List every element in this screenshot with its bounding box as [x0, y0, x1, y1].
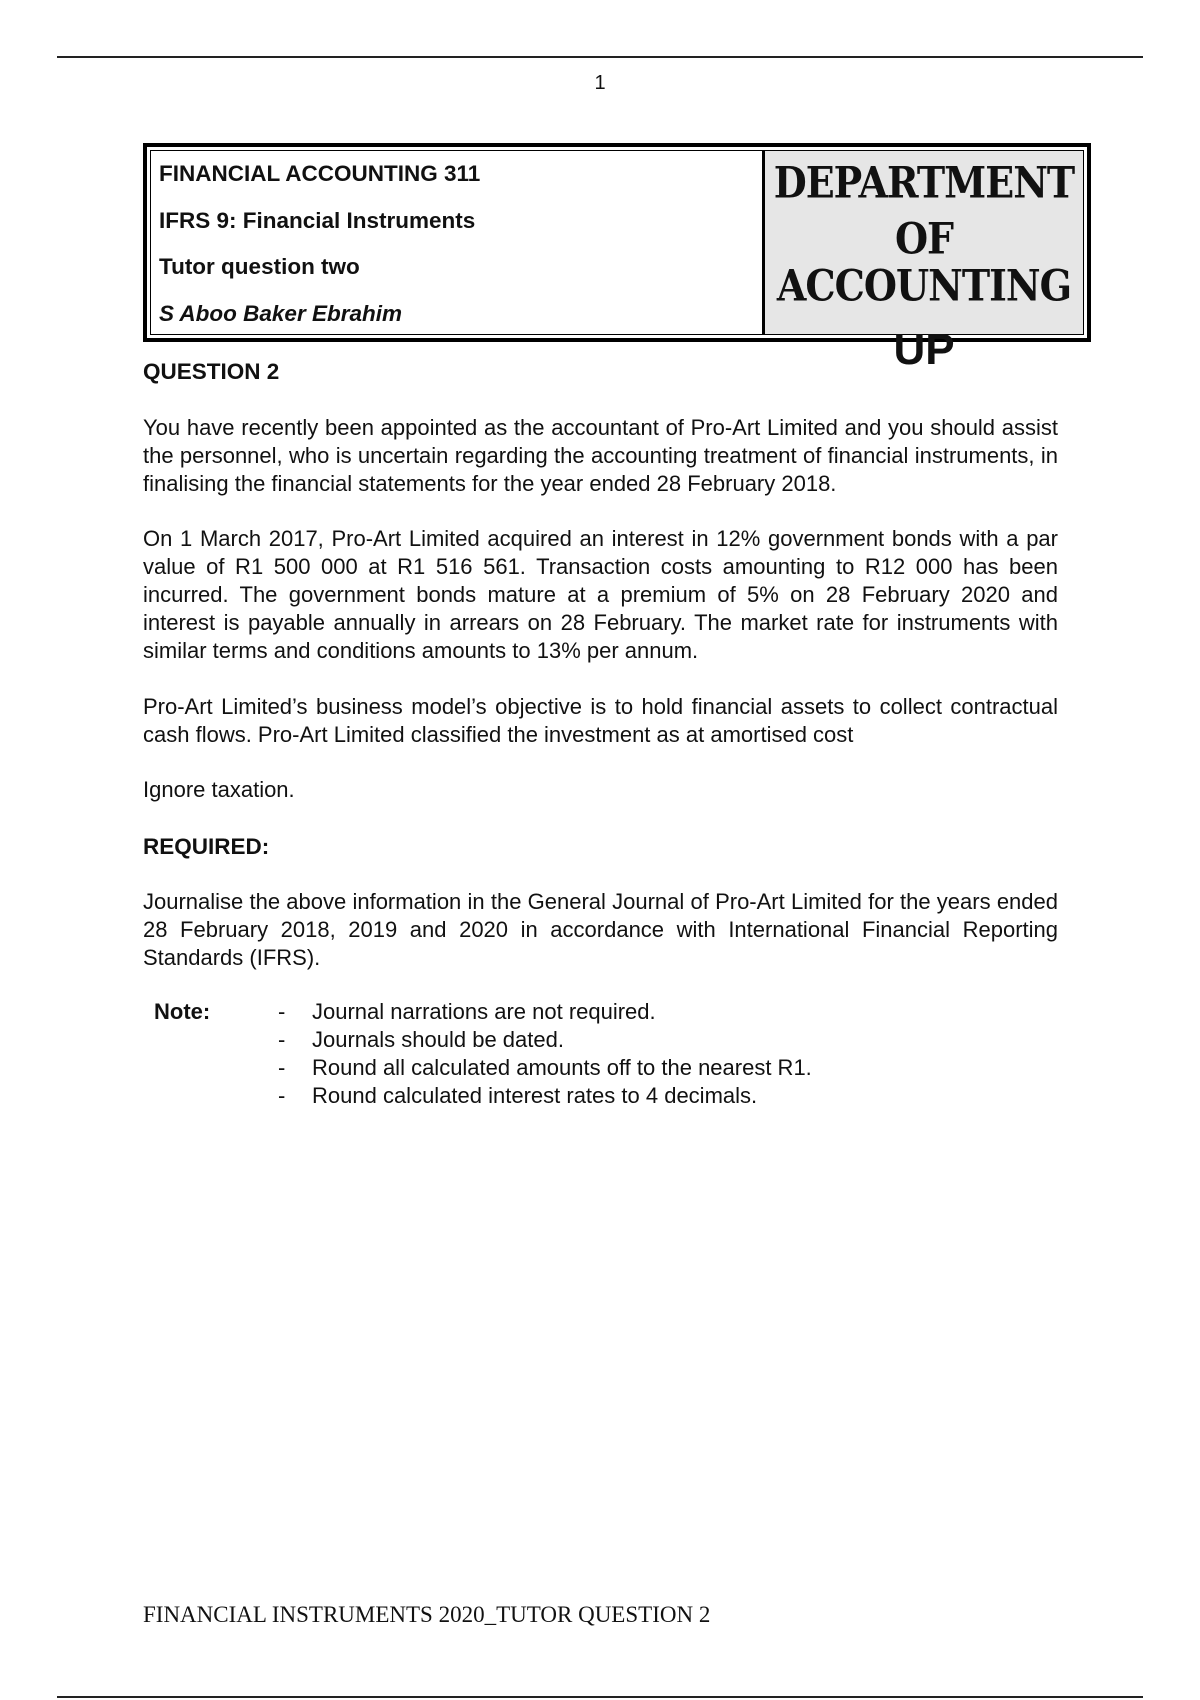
paragraph-intro: You have recently been appointed as the accountant of Pro-Art Limited and you should assist the personnel, who is uncertain regarding the accounting treatment of financial instruments, in finalising the financial statements for the year ended 28 February 2018.: [143, 415, 1058, 496]
question-heading: QUESTION 2: [143, 359, 280, 384]
page-footer: FINANCIAL INSTRUMENTS 2020_TUTOR QUESTION 2: [143, 1602, 711, 1627]
department-line-1: DEPARTMENT OF: [773, 157, 1075, 264]
department-line-2: ACCOUNTING: [776, 260, 1072, 311]
topic-title: IFRS 9: Financial Instruments: [159, 207, 476, 233]
note-item: - Journals should be dated.: [278, 1027, 564, 1052]
bottom-rule: [57, 1696, 1143, 1698]
paragraph-taxation: Ignore taxation.: [143, 777, 295, 802]
department-panel: [764, 150, 1084, 374]
note-dash: -: [278, 1083, 286, 1108]
required-heading: REQUIRED:: [143, 834, 270, 859]
note-dash: -: [278, 999, 286, 1024]
note-label: Note:: [154, 999, 211, 1024]
course-title: FINANCIAL ACCOUNTING 311: [159, 161, 481, 186]
course-info: [150, 150, 764, 335]
top-rule: [57, 56, 1143, 58]
note-item: - Round all calculated amounts off to the nearest R1.: [278, 1055, 812, 1080]
note-dash: -: [278, 1027, 286, 1052]
question-title: Tutor question two: [159, 254, 360, 279]
institution-label: UP: [893, 325, 955, 374]
note-list: [278, 998, 978, 1110]
author-name: S Aboo Baker Ebrahim: [159, 300, 402, 326]
note-item: - Round calculated interest rates to 4 decimals.: [278, 1083, 758, 1108]
paragraph-business-model: Pro-Art Limited’s business model’s objective is to hold financial assets to collect contractual cash flows. Pro-Art Limited classified the investment as at amortised cost: [143, 694, 1058, 747]
page-number: 1: [594, 72, 606, 94]
paragraph-bonds: On 1 March 2017, Pro-Art Limited acquired an interest in 12% government bonds with a par value of R1 500 000 at R1 516 561. Transaction costs amounting to R12 000 has been incurred. The government bonds mature at a premium of 5% on 28 February 2020 and interest is payable annually in arrears on 28 February. The market rate for instruments with similar terms and conditions amounts to 13% per annum.: [143, 526, 1058, 663]
note-dash: -: [278, 1055, 286, 1080]
paragraph-required: Journalise the above information in the General Journal of Pro-Art Limited for the years ended 28 February 2018, 2019 and 2020 in accordance with International Financial Reporting Standards (IFRS).: [143, 889, 1058, 970]
note-item: - Journal narrations are not required.: [278, 999, 656, 1024]
